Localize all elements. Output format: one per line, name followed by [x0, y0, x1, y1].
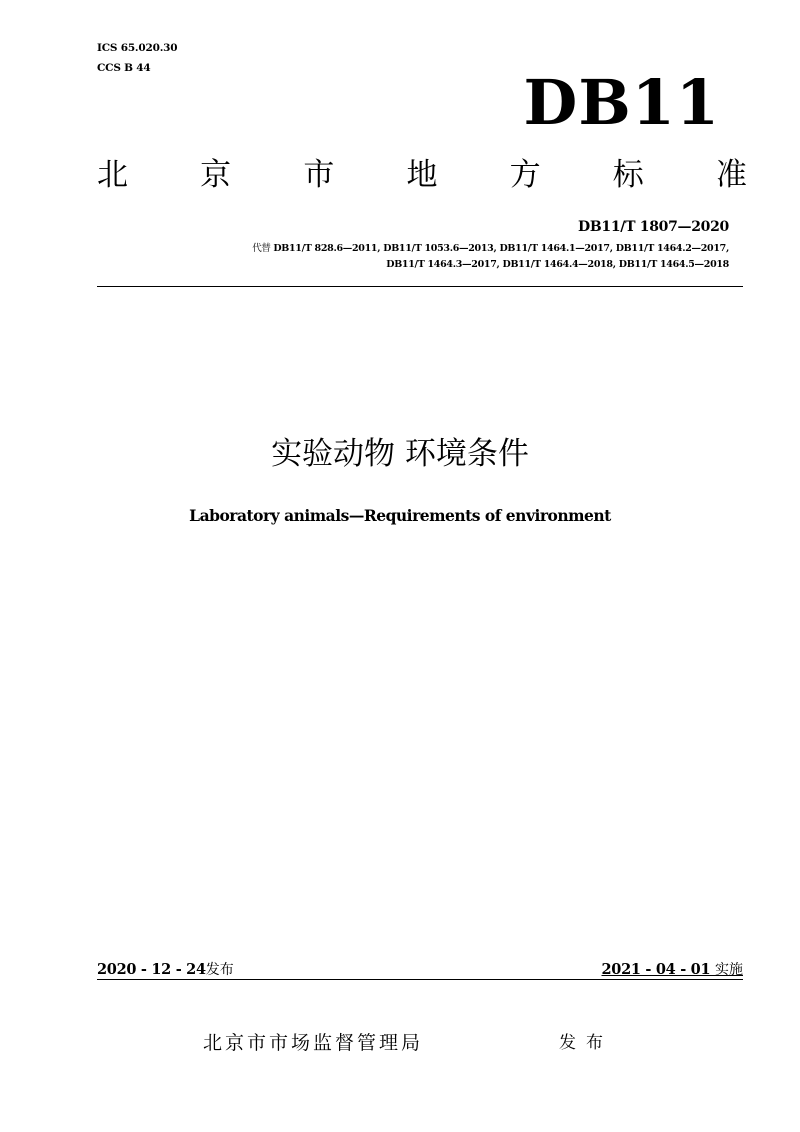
- ics-code: ICS 65.020.30: [97, 42, 178, 54]
- replaces-line-1: [79, 241, 729, 257]
- replaces-label: 代替: [252, 243, 274, 254]
- standard-number: DB11/T 1807—2020: [578, 219, 729, 235]
- issue-date-label: 发布: [205, 962, 234, 978]
- standard-logo: DB11: [523, 66, 720, 139]
- header-divider: [97, 286, 743, 287]
- standard-kind-char: 标: [612, 157, 644, 193]
- standard-kind-char: 地: [406, 157, 438, 193]
- standard-kind-char: 北: [97, 157, 128, 193]
- replaces-block: [79, 241, 729, 273]
- standard-kind-char: 准: [715, 157, 747, 193]
- standard-kind-heading: [97, 155, 747, 195]
- standard-kind-char: 方: [509, 157, 541, 193]
- implementation-date-line: [602, 960, 744, 980]
- replaced-standards-1: DB11/T 828.6—2011, DB11/T 1053.6—2013, DB11/T 1464.1—2017, DB11/T 1464.2—2017,: [273, 243, 729, 254]
- implementation-date-label: 实施: [715, 962, 743, 978]
- footer-divider: [97, 979, 743, 980]
- issue-date: 2020 - 12 - 24: [97, 961, 206, 978]
- replaced-standards-2: DB11/T 1464.3—2017, DB11/T 1464.4—2018, DB11/T 1464.5—2018: [386, 259, 729, 270]
- ccs-code: CCS B 44: [97, 62, 151, 74]
- standard-kind-char: 市: [303, 157, 335, 193]
- standard-kind-char: 京: [200, 157, 232, 193]
- issue-date-line: [97, 960, 234, 980]
- document-title-chinese: 实验动物 环境条件: [271, 436, 529, 472]
- issue-label: 发布: [559, 1033, 613, 1053]
- implementation-date: 2021 - 04 - 01: [601, 961, 715, 978]
- issuing-authority: 北京市市场监督管理局: [203, 1032, 424, 1054]
- document-title-english: Laboratory animals—Requirements of environment: [189, 506, 611, 525]
